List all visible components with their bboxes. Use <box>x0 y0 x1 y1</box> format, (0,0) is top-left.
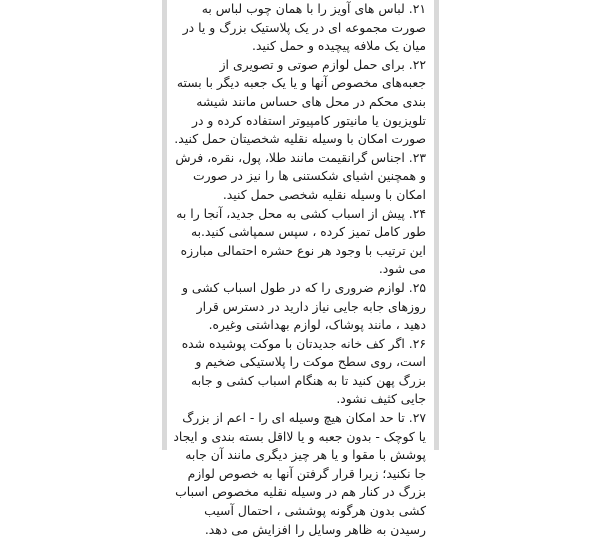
article-text-column <box>172 0 426 537</box>
list-item-21: ۲۱. لباس های آویز را با همان چوب لباس به صورت مجموعه ای در یک پلاستیک بزرگ و یا در میان یک ملافه پیچیده و حمل کنید. <box>182 1 426 54</box>
column-border-right <box>434 0 439 450</box>
column-border-left <box>162 0 167 450</box>
list-item-25: ۲۵. لوازم ضروری را که در طول اسباب کشی و روزهای جابه جایی نیاز دارید در دسترس قرار دهید ، مانند پوشاک، لوازم بهداشتی وغیره. <box>182 279 426 333</box>
list-item-24: ۲۴. پیش از اسباب کشی به محل جدید، آنجا را به طور کامل تمیز کرده ، سپس سمپاشی کنید.به این ترتیب با وجود هر نوع حشره احتمالی مبارزه می شود. <box>176 205 426 277</box>
list-item-22: ۲۲. برای حمل لوازم صوتی و تصویری از جعبه‌های مخصوص آنها و یا یک جعبه دیگر با بسته بندی محکم در محل های حساس مانند شیشه تلویزیون یا مانیتور کامپیوتر استفاده کرده و در صورت امکان با وسیله نقلیه شخصیتان حمل کنید. <box>174 56 426 147</box>
list-item-27: ۲۷. تا حد امکان هیچ وسیله ای را - اعم از بزرگ یا کوچک - بدون جعبه و یا لااقل بسته بندی و ایجاد پوشش با مقوا و یا هر چیز دیگری مانند آن جابه جا نکنید؛ زیرا قرار گرفتن آنها به خصوص لوازم بزرگ در کنار هم در وسیله نقلیه مخصوص اسباب کشی بدون هرگونه پوششی ، احتمال آسیب رسیدن به ظاهر وسایل را افزایش می دهد. <box>173 410 426 537</box>
list-item-23: ۲۳. اجناس گرانقیمت مانند طلا، پول، نقره، فرش و همچنین اشیای شکستنی ها را نیز در صورت امکان با وسیله نقلیه شخصی حمل کنید. <box>175 149 426 202</box>
list-item-26: ۲۶. اگر کف خانه جدیدتان با موکت پوشیده شده است، روی سطح موکت را پلاستیکی ضخیم و بزرگ پهن کنید تا به هنگام اسباب کشی و جابه جایی کثیف نشود. <box>181 335 426 407</box>
